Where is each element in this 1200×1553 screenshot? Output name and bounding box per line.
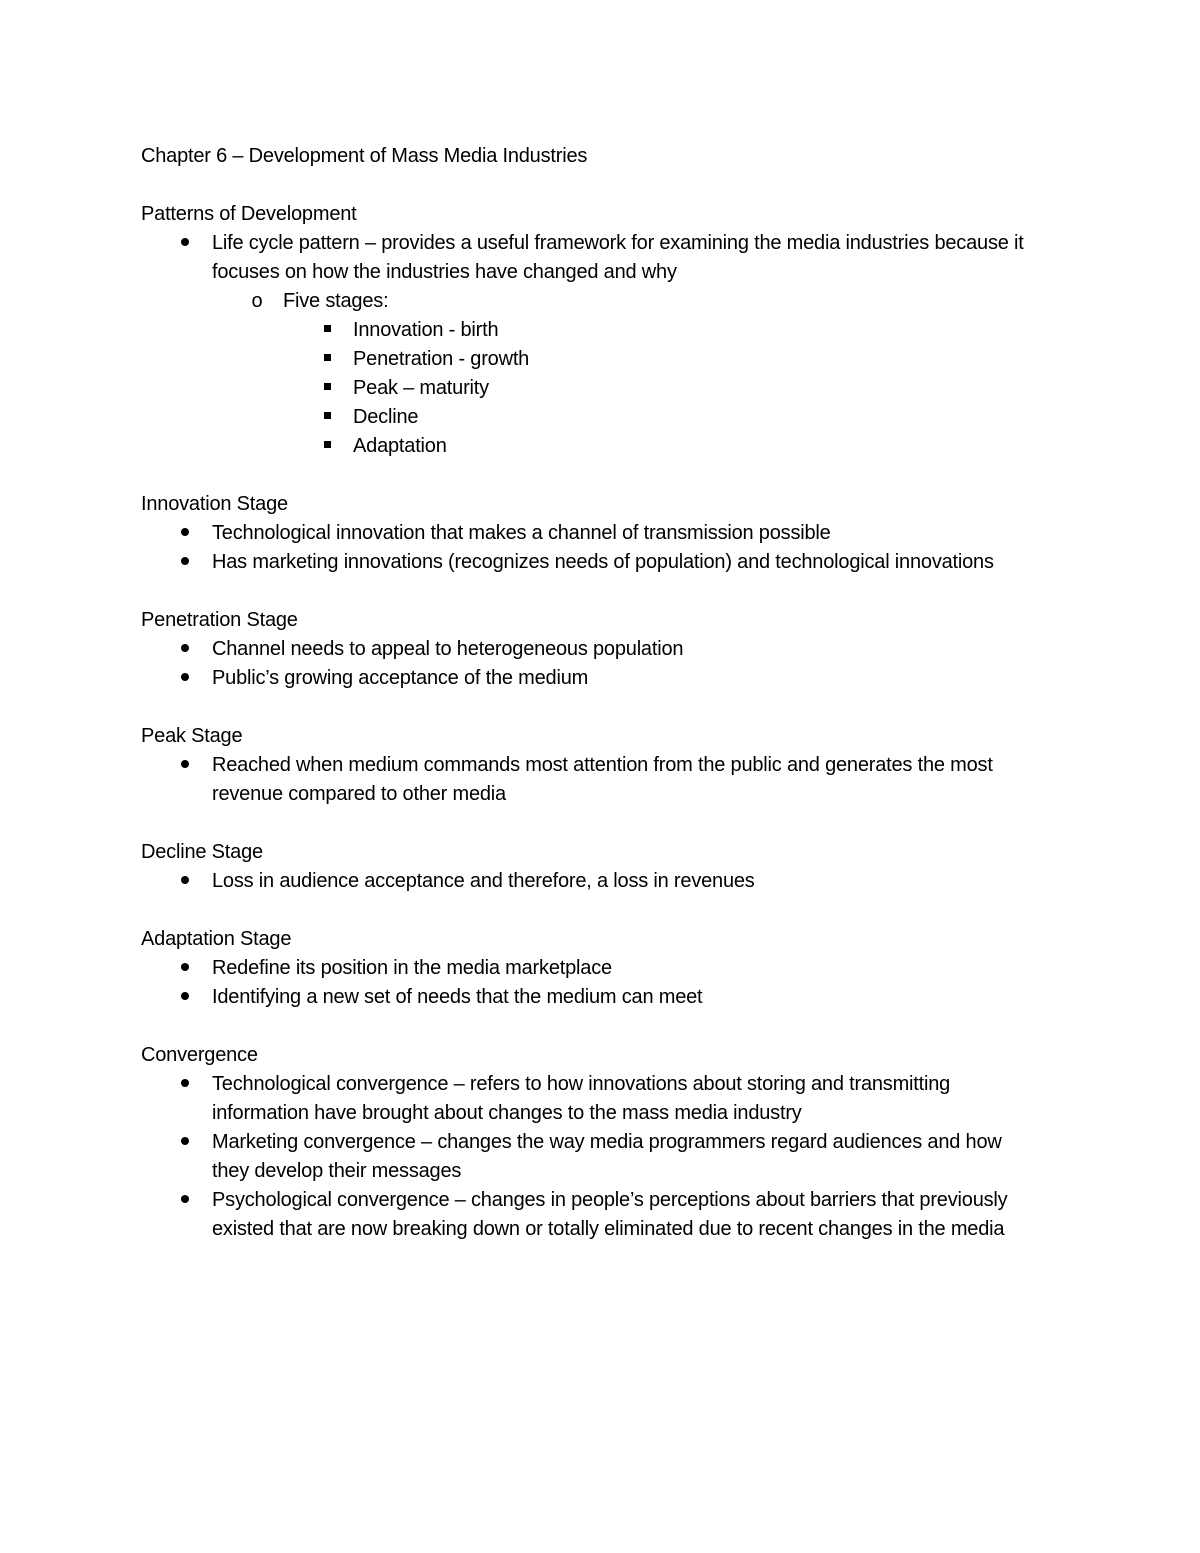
- bullet-icon: [175, 1070, 195, 1099]
- section-heading: Convergence: [141, 1044, 258, 1066]
- list-item-text: Redefine its position in the media marketplace: [212, 957, 612, 979]
- list-item-text: Adaptation: [353, 435, 447, 457]
- list-item-text: Channel needs to appeal to heterogeneous population: [212, 638, 684, 660]
- list-item: [141, 1128, 1041, 1186]
- bullet-list: [141, 229, 1041, 287]
- document-body: [141, 142, 1041, 1244]
- bullet-list: [141, 519, 1041, 577]
- list-item: [141, 287, 1041, 316]
- square-bullet-icon: [317, 374, 337, 403]
- bullet-icon: [175, 867, 195, 896]
- section-patterns: [141, 200, 1041, 461]
- square-bullet-icon: [317, 345, 337, 374]
- list-item-text: Psychological convergence – changes in people’s perceptions about barriers that previously existed that are now breaking down or totally eliminated due to recent changes in the media: [212, 1189, 1008, 1240]
- circle-bullet-icon: o: [251, 290, 263, 312]
- bullet-icon: [175, 983, 195, 1012]
- list-item-text: Identifying a new set of needs that the medium can meet: [212, 986, 703, 1008]
- list-item-text: Public’s growing acceptance of the medium: [212, 667, 589, 689]
- section-heading: Innovation Stage: [141, 493, 288, 515]
- list-item: [141, 635, 1041, 664]
- list-item-text: Five stages:: [283, 290, 389, 312]
- stages-list: [141, 316, 1041, 461]
- section-heading: Patterns of Development: [141, 203, 357, 225]
- bullet-icon: [175, 664, 195, 693]
- list-item-text: Peak – maturity: [353, 377, 489, 399]
- bullet-list: [141, 1070, 1041, 1244]
- list-item: [141, 664, 1041, 693]
- section-heading: Adaptation Stage: [141, 928, 292, 950]
- section-heading: Penetration Stage: [141, 609, 298, 631]
- list-item: [141, 867, 1041, 896]
- list-item: [141, 548, 1041, 577]
- bullet-list: [141, 867, 1041, 896]
- bullet-icon: [175, 1128, 195, 1157]
- bullet-list: [141, 635, 1041, 693]
- bullet-icon: [175, 751, 195, 780]
- section-heading: Decline Stage: [141, 841, 263, 863]
- list-item-text: Loss in audience acceptance and therefore, a loss in revenues: [212, 870, 755, 892]
- list-item: [141, 229, 1041, 287]
- list-item-text: Technological convergence – refers to how innovations about storing and transmitting information have brought about changes to the mass media industry: [212, 1073, 951, 1124]
- section-convergence: [141, 1041, 1041, 1244]
- list-item-text: Marketing convergence – changes the way media programmers regard audiences and how they develop their messages: [212, 1131, 1002, 1182]
- list-item: [141, 751, 1041, 809]
- list-item: [141, 345, 1041, 374]
- list-item: [141, 1186, 1041, 1244]
- list-item: [141, 519, 1041, 548]
- section-adaptation: [141, 925, 1041, 1012]
- sub-list: [141, 287, 1041, 316]
- bullet-list: [141, 751, 1041, 809]
- section-innovation: [141, 490, 1041, 577]
- list-item-text: Innovation - birth: [353, 319, 499, 341]
- list-item: [141, 983, 1041, 1012]
- list-item-text: Technological innovation that makes a channel of transmission possible: [212, 522, 831, 544]
- list-item-text: Reached when medium commands most attention from the public and generates the most revenue compared to other media: [212, 754, 993, 805]
- section-decline: [141, 838, 1041, 896]
- section-penetration: [141, 606, 1041, 693]
- square-bullet-icon: [317, 403, 337, 432]
- list-item-text: Has marketing innovations (recognizes needs of population) and technological innovations: [212, 551, 994, 573]
- bullet-icon: [175, 519, 195, 548]
- list-item-text: Decline: [353, 406, 419, 428]
- bullet-icon: [175, 548, 195, 577]
- list-item: [141, 316, 1041, 345]
- list-item-text: Life cycle pattern – provides a useful framework for examining the media industries because it focuses on how the industries have changed and why: [212, 232, 1024, 283]
- list-item: [141, 432, 1041, 461]
- section-heading: Peak Stage: [141, 725, 243, 747]
- page-title: Chapter 6 – Development of Mass Media Industries: [141, 145, 588, 167]
- bullet-icon: [175, 1186, 195, 1215]
- section-peak: [141, 722, 1041, 809]
- bullet-icon: [175, 635, 195, 664]
- bullet-list: [141, 954, 1041, 1012]
- square-bullet-icon: [317, 432, 337, 461]
- list-item-text: Penetration - growth: [353, 348, 530, 370]
- list-item: [141, 954, 1041, 983]
- bullet-icon: [175, 229, 195, 258]
- list-item: [141, 403, 1041, 432]
- square-bullet-icon: [317, 316, 337, 345]
- list-item: [141, 1070, 1041, 1128]
- bullet-icon: [175, 954, 195, 983]
- list-item: [141, 374, 1041, 403]
